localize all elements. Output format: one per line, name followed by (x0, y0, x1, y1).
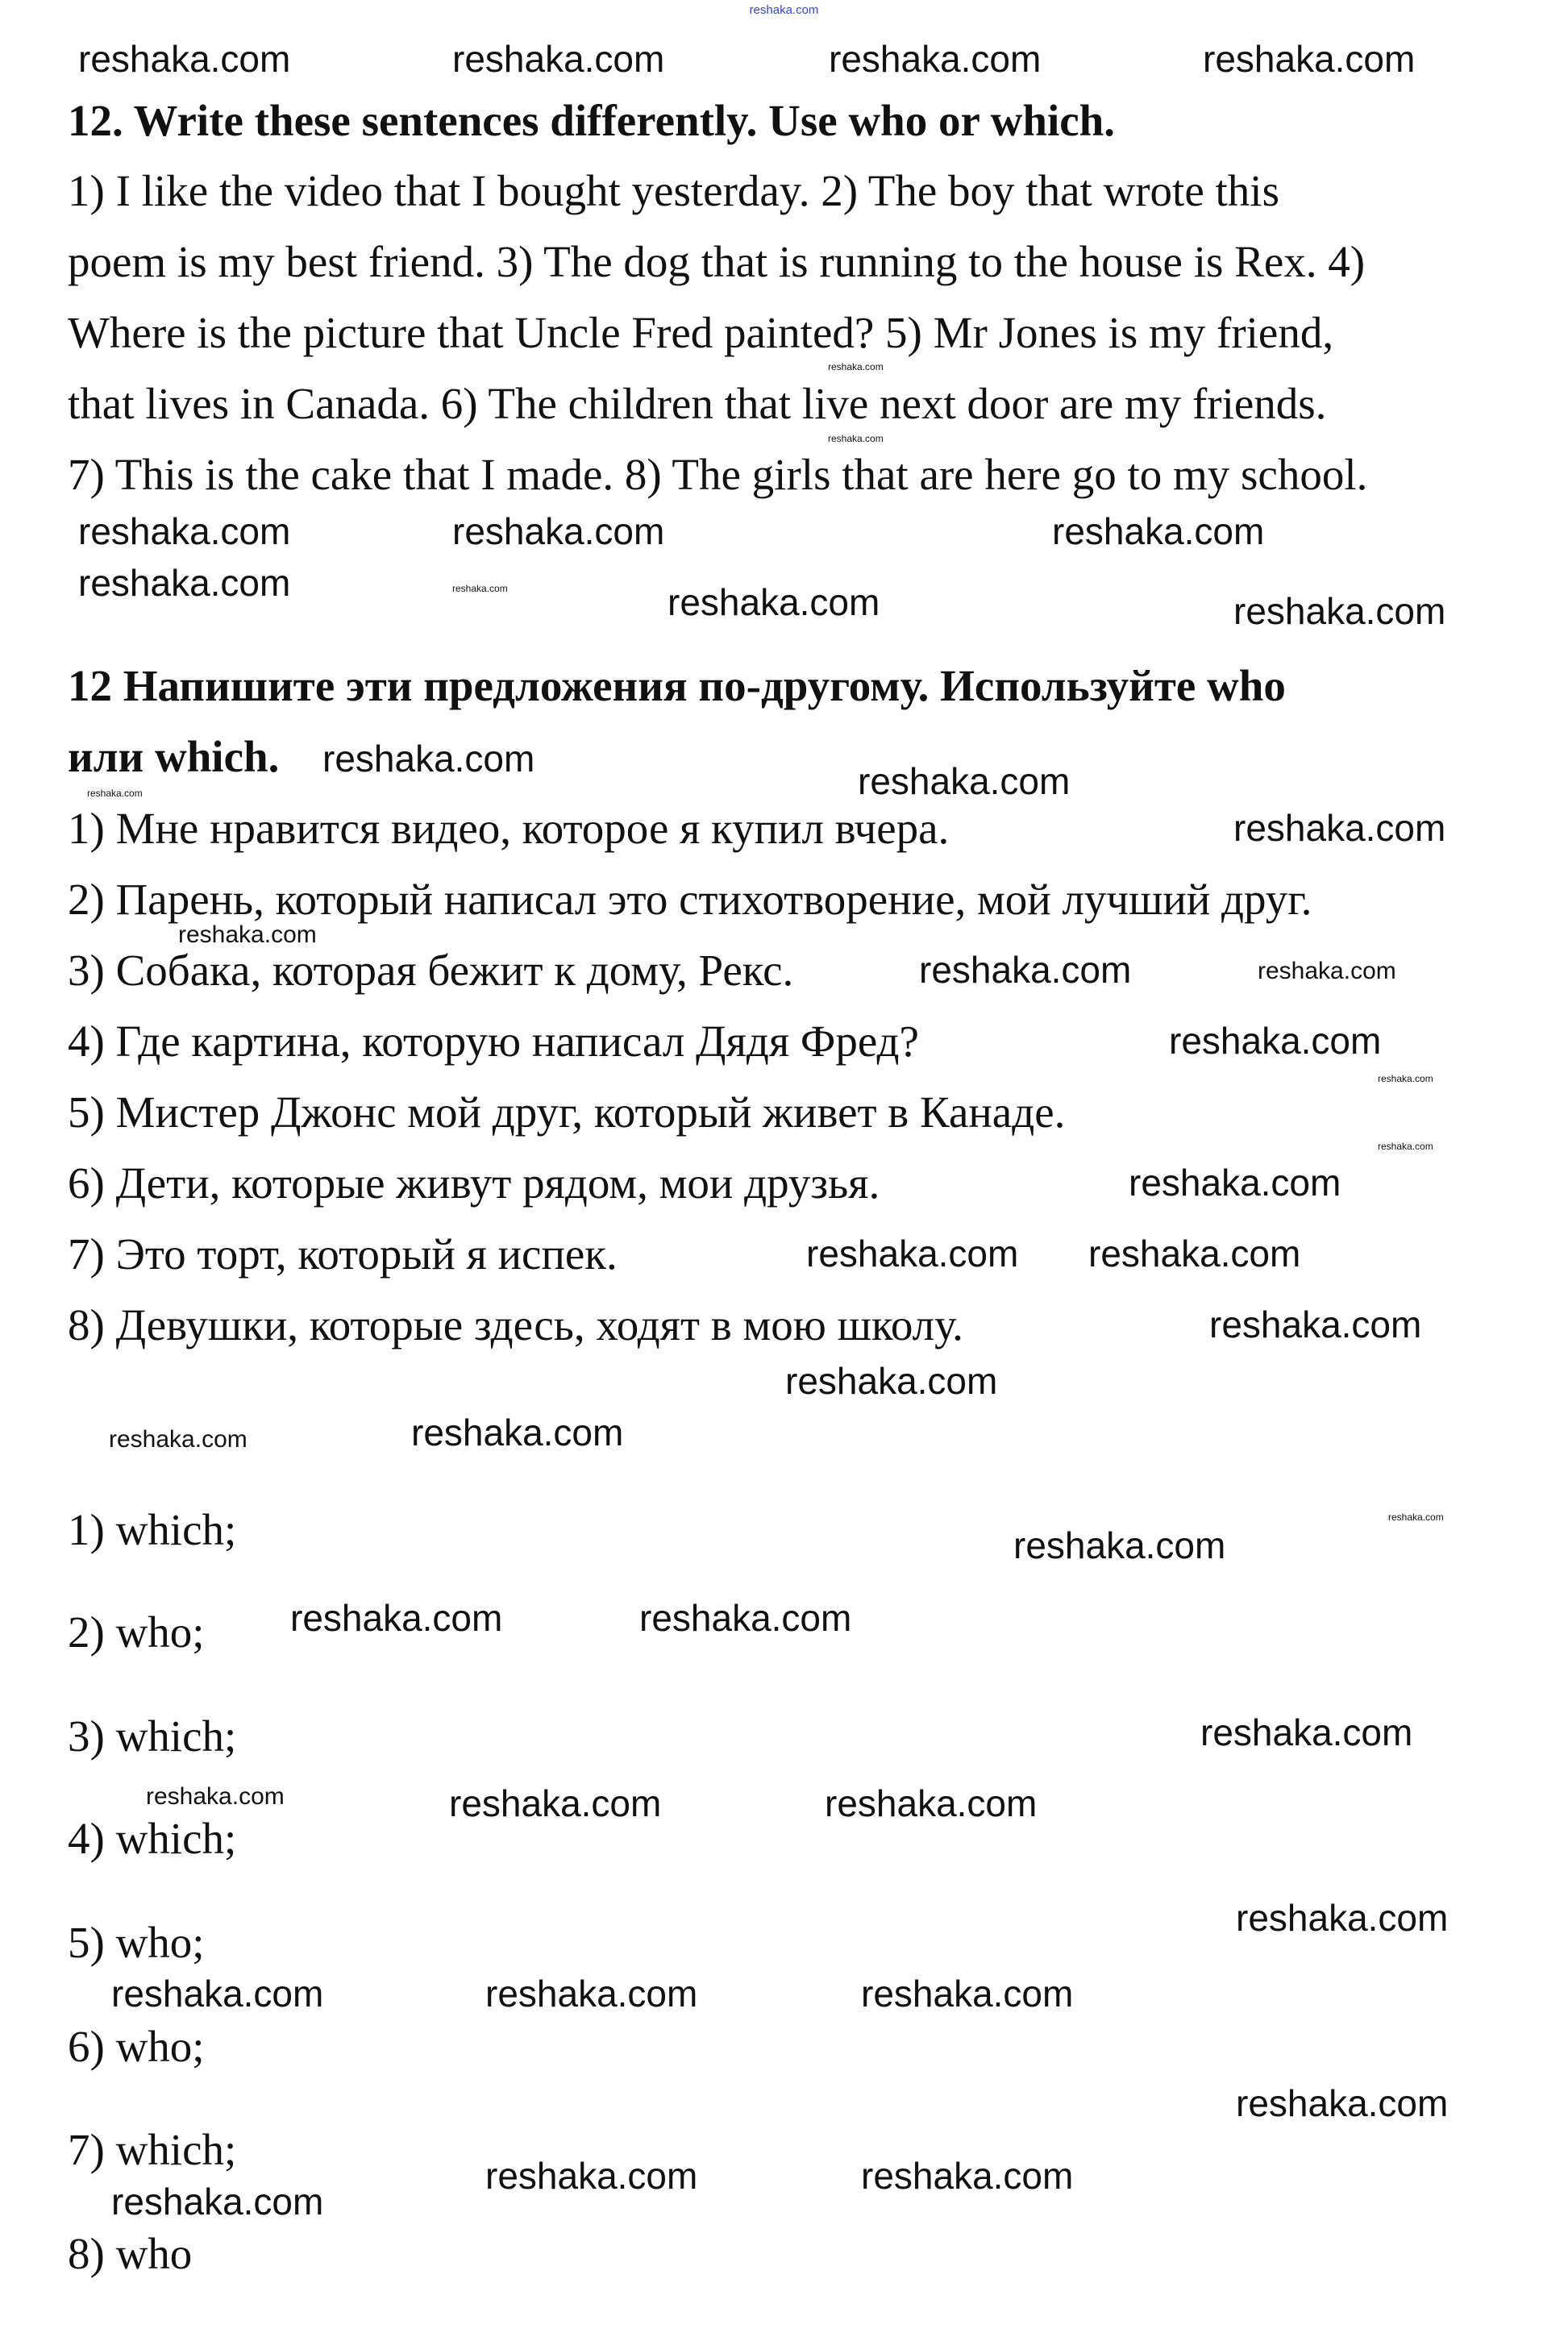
watermark: reshaka.com (1388, 1512, 1444, 1523)
watermark: reshaka.com (829, 38, 1042, 80)
watermark: reshaka.com (1169, 1020, 1382, 1062)
watermark: reshaka.com (1233, 590, 1446, 632)
answer-line: 6) who; (68, 2022, 205, 2071)
translation-line: 7) Это торт, который я испек. (68, 1229, 618, 1279)
watermark: reshaka.com (411, 1412, 624, 1453)
watermark: reshaka.com (1236, 2082, 1449, 2124)
watermark: reshaka.com (861, 1973, 1074, 2015)
watermark: reshaka.com (78, 510, 291, 552)
watermark: reshaka.com (1378, 1141, 1433, 1152)
watermark: reshaka.com (1209, 1304, 1422, 1345)
watermark: reshaka.com (1378, 1073, 1433, 1084)
answer-line: 7) which; (68, 2125, 237, 2174)
translation-line: 6) Дети, которые живут рядом, мои друзья. (68, 1158, 880, 1208)
translation-line: 8) Девушки, которые здесь, ходят в мою школу. (68, 1300, 963, 1349)
watermark: reshaka.com (825, 1782, 1038, 1824)
watermark: reshaka.com (78, 38, 291, 80)
watermark: reshaka.com (111, 1973, 324, 2015)
sentence-line: 1) I like the video that I bought yesterday. 2) The boy that wrote this (68, 166, 1279, 215)
answer-line: 3) which; (68, 1711, 237, 1761)
watermark: reshaka.com (146, 1783, 285, 1810)
watermark: reshaka.com (668, 581, 880, 623)
watermark: reshaka.com (109, 1426, 247, 1453)
watermark: reshaka.com (639, 1597, 852, 1639)
watermark: reshaka.com (1088, 1233, 1301, 1275)
watermark: reshaka.com (452, 510, 665, 552)
sentence-line: that lives in Canada. 6) The children that live next door are my friends. (68, 379, 1327, 428)
watermark: reshaka.com (485, 2155, 698, 2197)
watermark: reshaka.com (1258, 958, 1396, 984)
exercise-title-en: 12. Write these sentences differently. Use who or which. (68, 96, 1115, 145)
sentence-line: Where is the picture that Uncle Fred painted? 5) Mr Jones is my friend, (68, 308, 1334, 357)
answer-line: 8) who (68, 2229, 193, 2278)
watermark: reshaka.com (78, 562, 291, 604)
watermark: reshaka.com (828, 433, 884, 444)
watermark: reshaka.com (919, 949, 1132, 991)
watermark: reshaka.com (1052, 510, 1265, 552)
sentence-line: 7) This is the cake that I made. 8) The girls that are here go to my school. (68, 450, 1368, 499)
answer-line: 1) which; (68, 1505, 237, 1554)
header-link[interactable]: reshaka.com (749, 3, 819, 17)
watermark: reshaka.com (178, 921, 317, 948)
watermark: reshaka.com (1236, 1897, 1449, 1939)
watermark: reshaka.com (111, 2181, 324, 2223)
watermark: reshaka.com (87, 788, 143, 799)
watermark: reshaka.com (1203, 38, 1416, 80)
answer-line: 4) which; (68, 1814, 237, 1863)
translation-line: 1) Мне нравится видео, которое я купил вчера. (68, 804, 950, 853)
translation-line: 3) Собака, которая бежит к дому, Рекс. (68, 946, 794, 995)
watermark: reshaka.com (452, 583, 508, 594)
watermark: reshaka.com (858, 760, 1071, 802)
translation-line: 2) Парень, который написал это стихотворение, мой лучший друг. (68, 875, 1312, 924)
answer-line: 2) who; (68, 1607, 205, 1657)
watermark: reshaka.com (785, 1360, 998, 1402)
watermark: reshaka.com (452, 38, 665, 80)
watermark: reshaka.com (290, 1597, 503, 1639)
watermark: reshaka.com (1129, 1162, 1341, 1204)
translation-line: 4) Где картина, которую написал Дядя Фред? (68, 1017, 919, 1066)
sentence-line: poem is my best friend. 3) The dog that is running to the house is Rex. 4) (68, 237, 1366, 286)
watermark: reshaka.com (1233, 807, 1446, 849)
watermark: reshaka.com (861, 2155, 1074, 2197)
watermark: reshaka.com (322, 738, 535, 780)
watermark: reshaka.com (1200, 1711, 1413, 1753)
answer-line: 5) who; (68, 1918, 205, 1967)
exercise-title-ru: 12 Напишите эти предложения по-другому. Используйте who (68, 661, 1286, 710)
watermark: reshaka.com (485, 1973, 698, 2015)
exercise-title-ru-2: или which. (68, 732, 280, 781)
watermark: reshaka.com (449, 1782, 662, 1824)
watermark: reshaka.com (1013, 1524, 1226, 1566)
watermark: reshaka.com (828, 361, 884, 372)
watermark: reshaka.com (806, 1233, 1019, 1275)
translation-line: 5) Мистер Джонс мой друг, который живет в Канаде. (68, 1087, 1066, 1137)
